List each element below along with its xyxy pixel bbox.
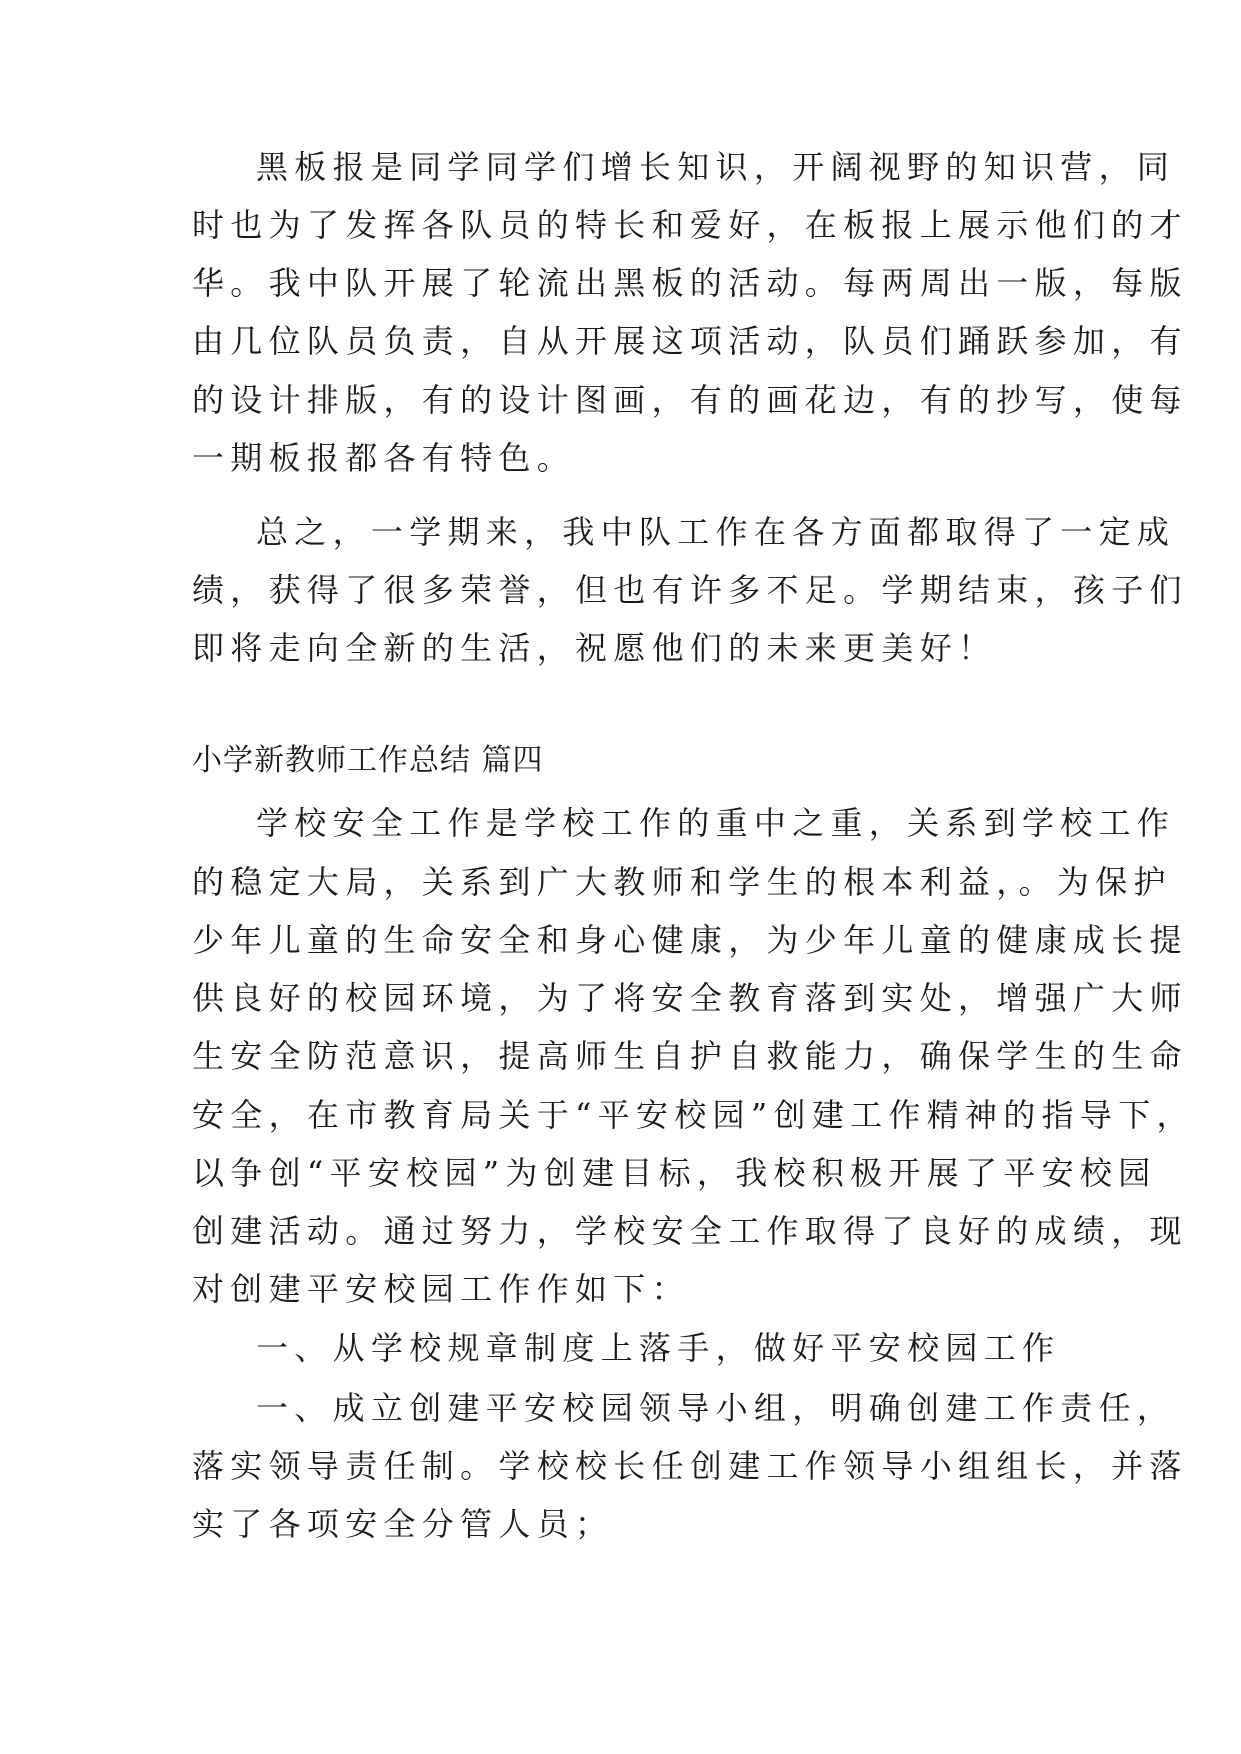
paragraph-line: 一、成立创建平安校园领导小组，明确创建工作责任， [256, 1389, 1176, 1427]
paragraph-line: 黑板报是同学同学们增长知识，开阔视野的知识营，同 [256, 148, 1176, 186]
paragraph-line: 落实领导责任制。学校校长任创建工作领导小组组长，并落 [192, 1447, 1188, 1485]
paragraph-line: 以争创“平安校园”为创建目标，我校积极开展了平安校园 [192, 1154, 1157, 1192]
paragraph-line: 学校安全工作是学校工作的重中之重，关系到学校工作 [256, 804, 1176, 842]
paragraph-line: 对创建平安校园工作作如下： [192, 1270, 690, 1308]
paragraph-line: 少年儿童的生命安全和身心健康，为少年儿童的健康成长提 [192, 921, 1188, 959]
paragraph-line: 一期板报都各有特色。 [192, 439, 576, 477]
paragraph-line: 总之，一学期来，我中队工作在各方面都取得了一定成 [256, 513, 1176, 551]
paragraph-line: 的设计排版，有的设计图画，有的画花边，有的抄写，使每 [192, 381, 1188, 419]
paragraph-line: 由几位队员负责，自从开展这项活动，队员们踊跃参加，有 [192, 322, 1188, 360]
paragraph-line: 绩，获得了很多荣誉，但也有许多不足。学期结束，孩子们 [192, 571, 1188, 609]
section-heading: 小学新教师工作总结 篇四 [192, 743, 544, 778]
paragraph-line: 华。我中队开展了轮流出黑板的活动。每两周出一版，每版 [192, 264, 1188, 302]
paragraph-line: 一、从学校规章制度上落手，做好平安校园工作 [256, 1329, 1061, 1367]
paragraph-line: 安全，在市教育局关于“平安校园”创建工作精神的指导下， [192, 1096, 1195, 1134]
paragraph-line: 供良好的校园环境，为了将安全教育落到实处，增强广大师 [192, 979, 1188, 1017]
paragraph-line: 生安全防范意识，提高师生自护自救能力，确保学生的生命 [192, 1037, 1188, 1075]
paragraph-line: 即将走向全新的生活，祝愿他们的未来更美好！ [192, 629, 997, 667]
paragraph-line: 创建活动。通过努力，学校安全工作取得了良好的成绩，现 [192, 1212, 1188, 1250]
paragraph-line: 的稳定大局，关系到广大教师和学生的根本利益，。为保护 [192, 863, 1172, 901]
paragraph-line: 实了各项安全分管人员； [192, 1505, 614, 1543]
paragraph-line: 时也为了发挥各队员的特长和爱好，在板报上展示他们的才 [192, 206, 1188, 244]
